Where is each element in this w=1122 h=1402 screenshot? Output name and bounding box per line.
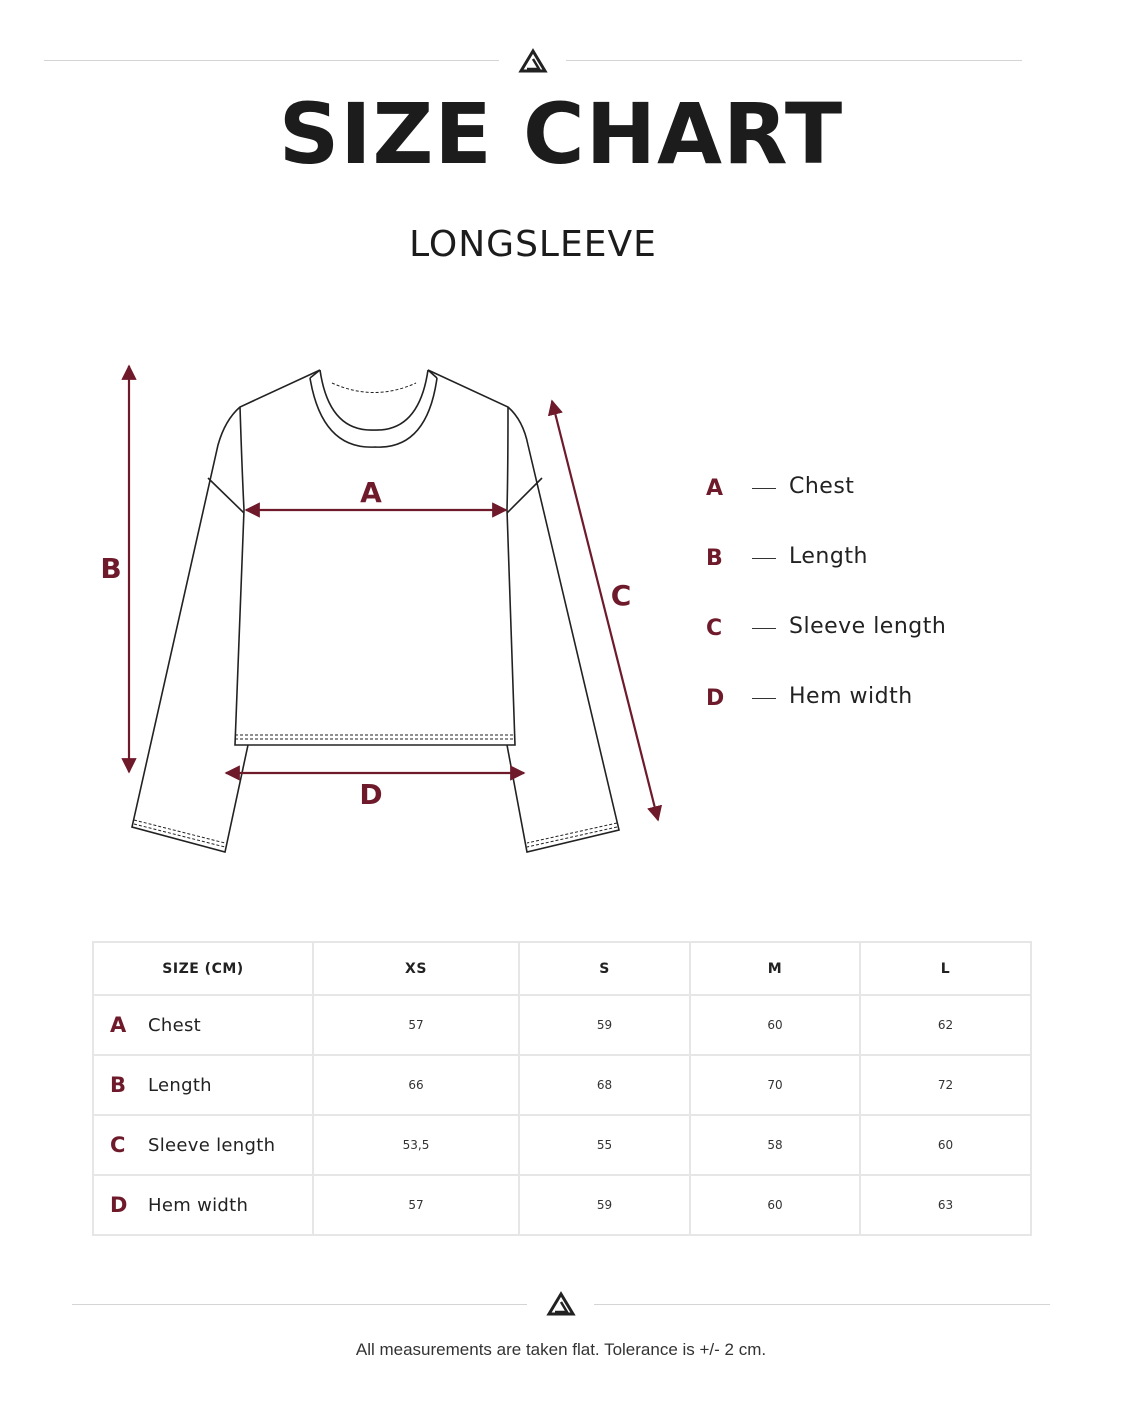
column-header: L <box>860 942 1031 995</box>
table-cell: 63 <box>860 1175 1031 1235</box>
row-header <box>93 1115 313 1175</box>
legend-item <box>700 678 1080 748</box>
tolerance-note: All measurements are taken flat. Tolerance is +/- 2 cm. <box>355 1340 767 1359</box>
garment-diagram <box>70 320 670 900</box>
table-cell: 55 <box>519 1115 690 1175</box>
table-cell: 60 <box>860 1115 1031 1175</box>
legend-item <box>700 538 1080 608</box>
label-a: A <box>360 476 382 509</box>
bottom-divider-right <box>594 1304 1050 1305</box>
row-letter: A <box>110 1013 127 1037</box>
product-subtitle: LONGSLEEVE <box>409 224 657 265</box>
bottom-divider-left <box>72 1304 527 1305</box>
table-cell: 59 <box>519 995 690 1055</box>
top-divider-right <box>566 60 1022 61</box>
table-cell: 60 <box>690 995 860 1055</box>
triangle-logo-icon <box>546 1291 576 1317</box>
legend-label: Hem width <box>789 684 913 709</box>
row-label: Chest <box>148 1014 201 1036</box>
legend-letter: A <box>706 476 724 501</box>
legend-dash <box>752 698 776 699</box>
column-header: SIZE (CM) <box>93 942 313 995</box>
row-header <box>93 1055 313 1115</box>
table-row <box>93 1055 1031 1115</box>
top-divider-left <box>44 60 499 61</box>
table-cell: 66 <box>313 1055 519 1115</box>
table-cell: 72 <box>860 1055 1031 1115</box>
table-row <box>93 1175 1031 1235</box>
row-label: Hem width <box>148 1194 249 1216</box>
legend-dash <box>752 628 776 629</box>
legend-item <box>700 608 1080 678</box>
row-label: Sleeve length <box>148 1134 276 1156</box>
legend-label: Chest <box>789 474 855 499</box>
page-title: SIZE CHART <box>278 85 844 183</box>
row-letter: D <box>110 1193 128 1217</box>
measurement-legend <box>700 468 1080 748</box>
row-letter: B <box>110 1073 127 1097</box>
legend-item <box>700 468 1080 538</box>
label-b: B <box>100 552 122 585</box>
legend-letter: D <box>706 686 725 711</box>
table-row <box>93 1115 1031 1175</box>
table-cell: 62 <box>860 995 1031 1055</box>
table-row <box>93 995 1031 1055</box>
column-header: XS <box>313 942 519 995</box>
row-header <box>93 1175 313 1235</box>
label-c: C <box>610 579 632 612</box>
legend-dash <box>752 488 776 489</box>
legend-dash <box>752 558 776 559</box>
legend-label: Sleeve length <box>789 614 947 639</box>
table-header-row <box>93 942 1031 995</box>
table-cell: 59 <box>519 1175 690 1235</box>
column-header: S <box>519 942 690 995</box>
triangle-logo-icon <box>518 48 548 74</box>
table-cell: 60 <box>690 1175 860 1235</box>
row-header <box>93 995 313 1055</box>
table-cell: 53,5 <box>313 1115 519 1175</box>
legend-letter: C <box>706 616 723 641</box>
table-cell: 57 <box>313 995 519 1055</box>
row-letter: C <box>110 1133 126 1157</box>
table-cell: 57 <box>313 1175 519 1235</box>
legend-label: Length <box>789 544 868 569</box>
table-cell: 70 <box>690 1055 860 1115</box>
size-table <box>92 941 1032 1236</box>
row-label: Length <box>148 1074 212 1096</box>
table-cell: 68 <box>519 1055 690 1115</box>
column-header: M <box>690 942 860 995</box>
label-d: D <box>359 778 383 811</box>
legend-letter: B <box>706 546 723 571</box>
table-cell: 58 <box>690 1115 860 1175</box>
